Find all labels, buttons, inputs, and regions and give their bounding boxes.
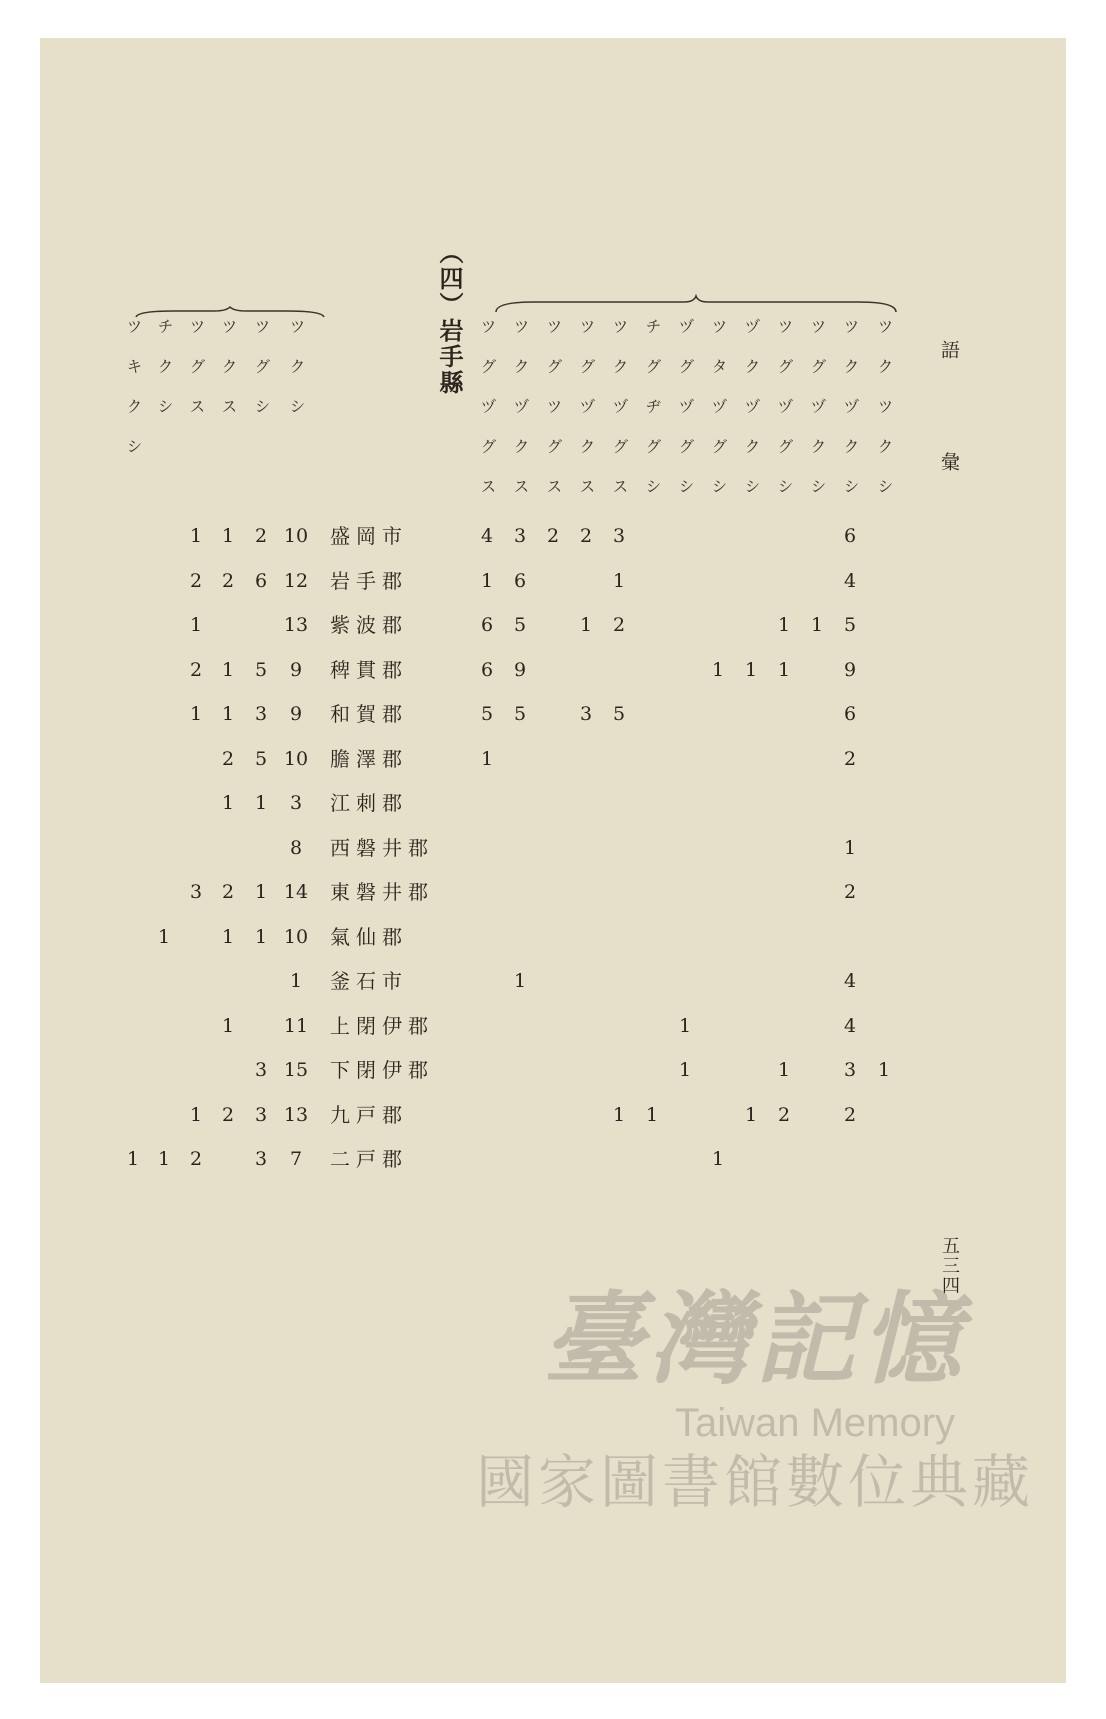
count-cell: 5 <box>843 614 857 636</box>
count-cell: 1 <box>289 970 303 992</box>
count-cell: 5 <box>480 703 494 725</box>
count-cell: 8 <box>289 836 303 859</box>
count-cell: 10 <box>283 925 309 948</box>
count-cell: 1 <box>221 925 235 948</box>
count-cell: 2 <box>612 614 626 636</box>
left-column-header-2: チクシ <box>155 318 174 438</box>
count-cell: 3 <box>612 525 626 547</box>
count-cell: 1 <box>711 658 725 681</box>
right-column-header-2: ツクヅクス <box>511 318 530 518</box>
count-cell: 1 <box>480 747 494 770</box>
count-cell: 15 <box>283 1059 309 1081</box>
count-cell: 1 <box>579 614 593 636</box>
count-cell: 6 <box>480 614 494 636</box>
left-column-header-3: ツグス <box>187 318 206 438</box>
place-name: 和賀郡 <box>330 702 408 726</box>
count-cell: 2 <box>221 569 235 592</box>
watermark <box>470 1280 1040 1518</box>
count-cell: 5 <box>612 703 626 725</box>
count-cell: 1 <box>777 1059 791 1081</box>
count-cell: 1 <box>678 1059 692 1081</box>
count-cell: 1 <box>612 1103 626 1126</box>
header-label-vocabulary-2: 彙 <box>938 452 960 473</box>
count-cell: 6 <box>513 569 527 592</box>
count-cell: 1 <box>777 614 791 636</box>
count-cell: 5 <box>513 703 527 725</box>
count-cell: 3 <box>189 881 203 903</box>
count-cell: 1 <box>189 1103 203 1126</box>
count-cell: 1 <box>221 792 235 814</box>
count-cell: 4 <box>843 970 857 992</box>
count-cell: 10 <box>283 747 309 770</box>
right-column-header-4: ツグヅクス <box>577 318 596 518</box>
count-cell: 4 <box>843 1014 857 1037</box>
count-cell: 1 <box>221 703 235 725</box>
count-cell: 1 <box>678 1014 692 1037</box>
table-row <box>0 1054 1106 1086</box>
table-row <box>0 787 1106 819</box>
count-cell: 2 <box>843 1103 857 1126</box>
left-column-header-4: ツクス <box>219 318 238 438</box>
count-cell: 1 <box>157 925 171 948</box>
count-cell: 9 <box>843 658 857 681</box>
count-cell: 9 <box>289 658 303 681</box>
left-column-header-6: ツクシ <box>287 318 306 438</box>
count-cell: 3 <box>513 525 527 547</box>
count-cell: 3 <box>254 703 268 725</box>
table-row <box>0 921 1106 953</box>
count-cell: 1 <box>189 525 203 547</box>
count-cell: 1 <box>843 836 857 859</box>
table-row <box>0 832 1106 864</box>
count-cell: 1 <box>645 1103 659 1126</box>
watermark-english: Taiwan Memory <box>674 1401 956 1445</box>
count-cell: 1 <box>254 881 268 903</box>
count-cell: 1 <box>221 658 235 681</box>
count-cell: 1 <box>221 525 235 547</box>
watermark-org: 國家圖書館數位典藏 <box>475 1450 1034 1515</box>
count-cell: 10 <box>283 525 309 547</box>
count-cell: 5 <box>254 658 268 681</box>
right-column-header-9: ヅクヅクシ <box>742 318 761 518</box>
count-cell: 2 <box>221 1103 235 1126</box>
table-row <box>0 609 1106 641</box>
count-cell: 2 <box>579 525 593 547</box>
count-cell: 5 <box>254 747 268 770</box>
count-cell: 1 <box>744 1103 758 1126</box>
count-cell: 1 <box>254 792 268 814</box>
place-name: 盛岡市 <box>330 524 408 548</box>
right-column-header-8: ツタヅグシ <box>709 318 728 518</box>
count-cell: 2 <box>189 1148 203 1170</box>
place-name: 氣仙郡 <box>330 924 408 949</box>
count-cell: 9 <box>289 703 303 725</box>
table-row <box>0 654 1106 686</box>
count-cell: 5 <box>513 614 527 636</box>
header-label-vocabulary-1: 語 <box>938 340 960 361</box>
left-column-header-5: ツグシ <box>252 318 271 438</box>
count-cell: 6 <box>480 658 494 681</box>
table-row <box>0 876 1106 908</box>
count-cell: 11 <box>283 1014 309 1037</box>
count-cell: 1 <box>810 614 824 636</box>
count-cell: 1 <box>126 1148 140 1170</box>
count-cell: 1 <box>877 1059 891 1081</box>
count-cell: 1 <box>480 569 494 592</box>
count-cell: 1 <box>711 1148 725 1170</box>
count-cell: 1 <box>777 658 791 681</box>
count-cell: 1 <box>513 970 527 992</box>
count-cell: 4 <box>843 569 857 592</box>
right-column-header-12: ツクヅクシ <box>841 318 860 518</box>
count-cell: 2 <box>843 747 857 770</box>
right-column-header-7: ヅグヅグシ <box>676 318 695 518</box>
count-cell: 3 <box>254 1103 268 1126</box>
place-name: 九戸郡 <box>330 1102 408 1127</box>
place-name: 西磐井郡 <box>330 835 434 860</box>
count-cell: 3 <box>254 1059 268 1081</box>
count-cell: 3 <box>843 1059 857 1081</box>
count-cell: 1 <box>254 925 268 948</box>
count-cell: 2 <box>189 658 203 681</box>
table-row <box>0 565 1106 597</box>
count-cell: 4 <box>480 525 494 547</box>
place-name: 岩手郡 <box>330 568 408 593</box>
count-cell: 13 <box>283 1103 309 1126</box>
count-cell: 1 <box>612 569 626 592</box>
left-column-header-1: ツキクシ <box>124 318 143 478</box>
right-column-header-13: ツクツクシ <box>875 318 894 518</box>
count-cell: 2 <box>189 569 203 592</box>
table-row <box>0 1010 1106 1042</box>
place-name: 稗貫郡 <box>330 657 408 682</box>
page-number: 五三四 <box>939 1236 960 1296</box>
right-column-header-6: チグヂグシ <box>643 318 662 518</box>
right-column-header-10: ツグヅグシ <box>775 318 794 518</box>
count-cell: 7 <box>289 1148 303 1170</box>
place-name: 江刺郡 <box>330 791 408 815</box>
place-name: 東磐井郡 <box>330 880 434 904</box>
count-cell: 6 <box>254 569 268 592</box>
count-cell: 2 <box>777 1103 791 1126</box>
place-name: 二戸郡 <box>330 1147 408 1171</box>
right-column-header-1: ツグヅグス <box>478 318 497 518</box>
right-column-header-5: ツクヅグス <box>610 318 629 518</box>
count-cell: 12 <box>283 569 309 592</box>
place-name: 釜石市 <box>330 969 408 993</box>
count-cell: 3 <box>289 792 303 814</box>
count-cell: 1 <box>189 703 203 725</box>
right-column-header-3: ツグツグス <box>544 318 563 518</box>
right-column-header-11: ツグヅクシ <box>808 318 827 518</box>
place-name: 上閉伊郡 <box>330 1013 434 1038</box>
place-name: 紫波郡 <box>330 613 408 637</box>
place-name: 膽澤郡 <box>330 746 408 771</box>
count-cell: 3 <box>254 1148 268 1170</box>
count-cell: 6 <box>843 703 857 725</box>
table-row <box>0 743 1106 775</box>
count-cell: 1 <box>221 1014 235 1037</box>
table-row <box>0 965 1106 997</box>
count-cell: 6 <box>843 525 857 547</box>
right-group-brace <box>494 294 898 314</box>
count-cell: 1 <box>189 614 203 636</box>
table-row <box>0 1099 1106 1131</box>
count-cell: 2 <box>843 881 857 903</box>
count-cell: 2 <box>546 525 560 547</box>
count-cell: 2 <box>221 747 235 770</box>
count-cell: 1 <box>744 658 758 681</box>
table-row <box>0 1143 1106 1175</box>
count-cell: 2 <box>221 881 235 903</box>
count-cell: 9 <box>513 658 527 681</box>
table-row <box>0 520 1106 552</box>
count-cell: 1 <box>157 1148 171 1170</box>
place-name: 下閉伊郡 <box>330 1058 434 1082</box>
table-row <box>0 698 1106 730</box>
left-group-brace <box>134 305 326 319</box>
watermark-chinese: 臺灣記憶 <box>543 1280 967 1398</box>
count-cell: 14 <box>283 881 309 903</box>
count-cell: 13 <box>283 614 309 636</box>
section-title: （四）岩手縣 <box>435 240 464 396</box>
count-cell: 3 <box>579 703 593 725</box>
count-cell: 2 <box>254 525 268 547</box>
